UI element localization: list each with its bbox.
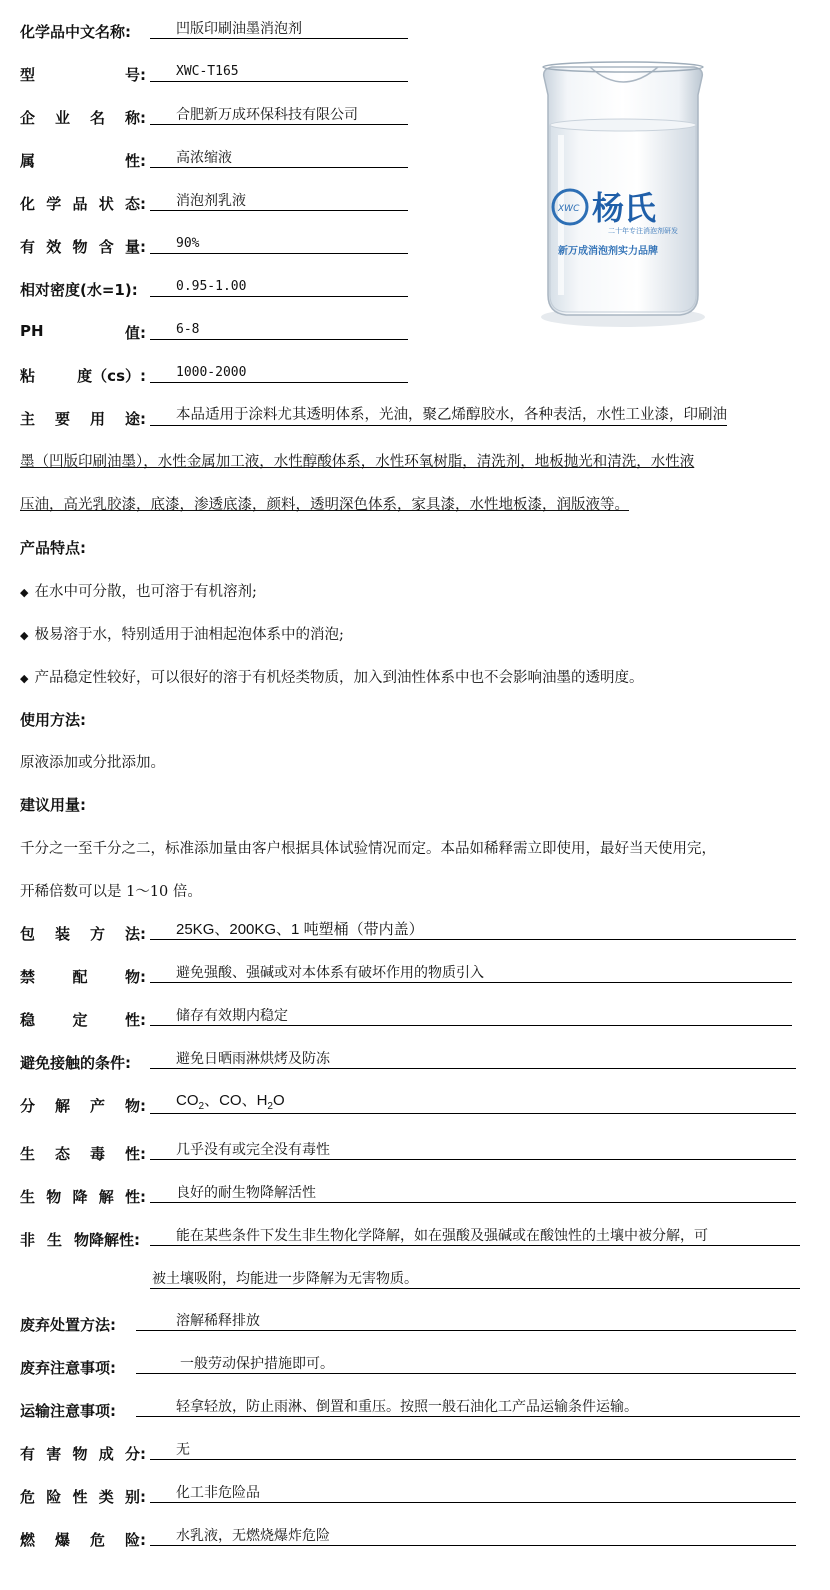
dosage-line-1: 千分之一至千分之二，标准添加量由客户根据具体试验情况而定。本品如稀释需立即使用，最好当天使用完， bbox=[20, 841, 716, 857]
value-hazard: 化工非危险品 bbox=[150, 1484, 796, 1503]
value-forbidden: 避免强酸、强碱或对本体系有破坏作用的物质引入 bbox=[150, 964, 792, 983]
label-property: 属 性: bbox=[20, 152, 146, 170]
feature-bullet-1: ◆ 在水中可分散，也可溶于有机溶剂; bbox=[20, 584, 257, 600]
label-density: 相对密度(水=1): bbox=[20, 281, 138, 299]
label-usage: 主 要 用 途: bbox=[20, 410, 146, 428]
usage-line-1: 本品适用于涂料尤其透明体系，光油，聚乙烯醇胶水，各种表活，水性工业漆，印刷油 bbox=[150, 406, 727, 426]
value-property: 高浓缩液 bbox=[150, 149, 408, 168]
label-stability: 稳 定 性: bbox=[20, 1011, 146, 1029]
label-explosion: 燃 爆 危 险: bbox=[20, 1531, 146, 1549]
label-viscosity: 粘 度（cs）: bbox=[20, 367, 146, 385]
label-avoid: 避免接触的条件: bbox=[20, 1054, 131, 1072]
label-disposal: 废弃处置方法: bbox=[20, 1316, 116, 1334]
dosage-line-2: 开稀倍数可以是 1～10 倍。 bbox=[20, 884, 202, 900]
diamond-bullet-icon: ◆ bbox=[20, 629, 29, 642]
value-content: 90% bbox=[150, 235, 408, 254]
diamond-bullet-icon: ◆ bbox=[20, 672, 29, 685]
dosage-heading: 建议用量: bbox=[20, 796, 86, 814]
label-state: 化 学 品 状 态: bbox=[20, 195, 146, 213]
label-decomposition: 分 解 产 物: bbox=[20, 1097, 146, 1115]
diamond-bullet-icon: ◆ bbox=[20, 586, 29, 599]
value-ph: 6-8 bbox=[150, 321, 408, 340]
value-disposal-note: 一般劳动保护措施即可。 bbox=[136, 1355, 796, 1374]
feature-bullet-3: ◆ 产品稳定性较好，可以很好的溶于有机烃类物质，加入到油性体系中也不会影响油墨的透明度。 bbox=[20, 670, 644, 686]
product-logo-text: XWC bbox=[558, 204, 580, 214]
method-heading: 使用方法: bbox=[20, 711, 86, 729]
value-density: 0.95-1.00 bbox=[150, 278, 408, 297]
value-abiodeg-line-1: 能在某些条件下发生非生物化学降解，如在强酸及强碱或在酸蚀性的土壤中被分解，可 bbox=[150, 1227, 800, 1246]
label-transport: 运输注意事项: bbox=[20, 1402, 116, 1420]
value-avoid: 避免日晒雨淋烘烤及防冻 bbox=[150, 1050, 796, 1069]
value-toxicity: 几乎没有或完全没有毒性 bbox=[150, 1141, 796, 1160]
product-slogan-text: 新万成消泡剂实力品牌 bbox=[558, 246, 658, 257]
value-packaging: 25KG、200KG、1 吨塑桶（带内盖） bbox=[150, 921, 796, 940]
label-name-cn: 化学品中文名称: bbox=[20, 23, 131, 41]
label-company: 企 业 名 称: bbox=[20, 109, 146, 127]
method-text: 原液添加或分批添加。 bbox=[20, 755, 165, 771]
label-harmful: 有 害 物 成 分: bbox=[20, 1445, 146, 1463]
label-abiodeg: 非 生 物降解性: bbox=[20, 1231, 141, 1249]
label-forbidden: 禁 配 物: bbox=[20, 968, 146, 986]
label-ph: PH 值: bbox=[20, 322, 146, 342]
label-toxicity: 生 态 毒 性: bbox=[20, 1145, 146, 1163]
value-harmful: 无 bbox=[150, 1441, 796, 1460]
value-decomposition: $CO_2$、CO、$H_2O$ bbox=[150, 1092, 796, 1114]
label-hazard: 危 险 性 类 别: bbox=[20, 1488, 146, 1506]
feature-bullet-2: ◆ 极易溶于水，特别适用于油相起泡体系中的消泡; bbox=[20, 627, 344, 643]
value-abiodeg-line-2: 被土壤吸附，均能进一步降解为无害物质。 bbox=[150, 1270, 800, 1289]
label-model: 型 号: bbox=[20, 66, 146, 84]
features-heading: 产品特点: bbox=[20, 539, 86, 557]
usage-line-3: 压油，高光乳胶漆，底漆，渗透底漆，颜料，透明深色体系，家具漆，水性地板漆，润版液等。 bbox=[20, 497, 629, 513]
value-viscosity: 1000-2000 bbox=[150, 364, 408, 383]
usage-line-2: 墨（凹版印刷油墨），水性金属加工液，水性醇酸体系，水性环氧树脂，清洗剂，地板抛光和清洗，水性液 bbox=[20, 454, 695, 470]
label-content: 有 效 物 含 量: bbox=[20, 238, 146, 256]
label-biodeg: 生 物 降 解 性: bbox=[20, 1188, 146, 1206]
value-explosion: 水乳液，无燃烧爆炸危险 bbox=[150, 1527, 796, 1546]
label-disposal-note: 废弃注意事项: bbox=[20, 1359, 116, 1377]
value-disposal: 溶解稀释排放 bbox=[136, 1312, 796, 1331]
value-company: 合肥新万成环保科技有限公司 bbox=[150, 106, 408, 125]
value-biodeg: 良好的耐生物降解活性 bbox=[150, 1184, 796, 1203]
product-beaker-image bbox=[530, 55, 716, 333]
value-model: XWC-T165 bbox=[150, 63, 408, 82]
label-packaging: 包 装 方 法: bbox=[20, 925, 146, 943]
value-name-cn: 凹版印刷油墨消泡剂 bbox=[150, 20, 408, 39]
product-brand-text: 杨氏 bbox=[592, 189, 657, 227]
value-transport: 轻拿轻放，防止雨淋、倒置和重压。按照一般石油化工产品运输条件运输。 bbox=[136, 1398, 800, 1417]
value-stability: 储存有效期内稳定 bbox=[150, 1007, 792, 1026]
value-state: 消泡剂乳液 bbox=[150, 192, 408, 211]
product-tagline-text: 二十年专注消泡剂研发 bbox=[608, 227, 678, 235]
